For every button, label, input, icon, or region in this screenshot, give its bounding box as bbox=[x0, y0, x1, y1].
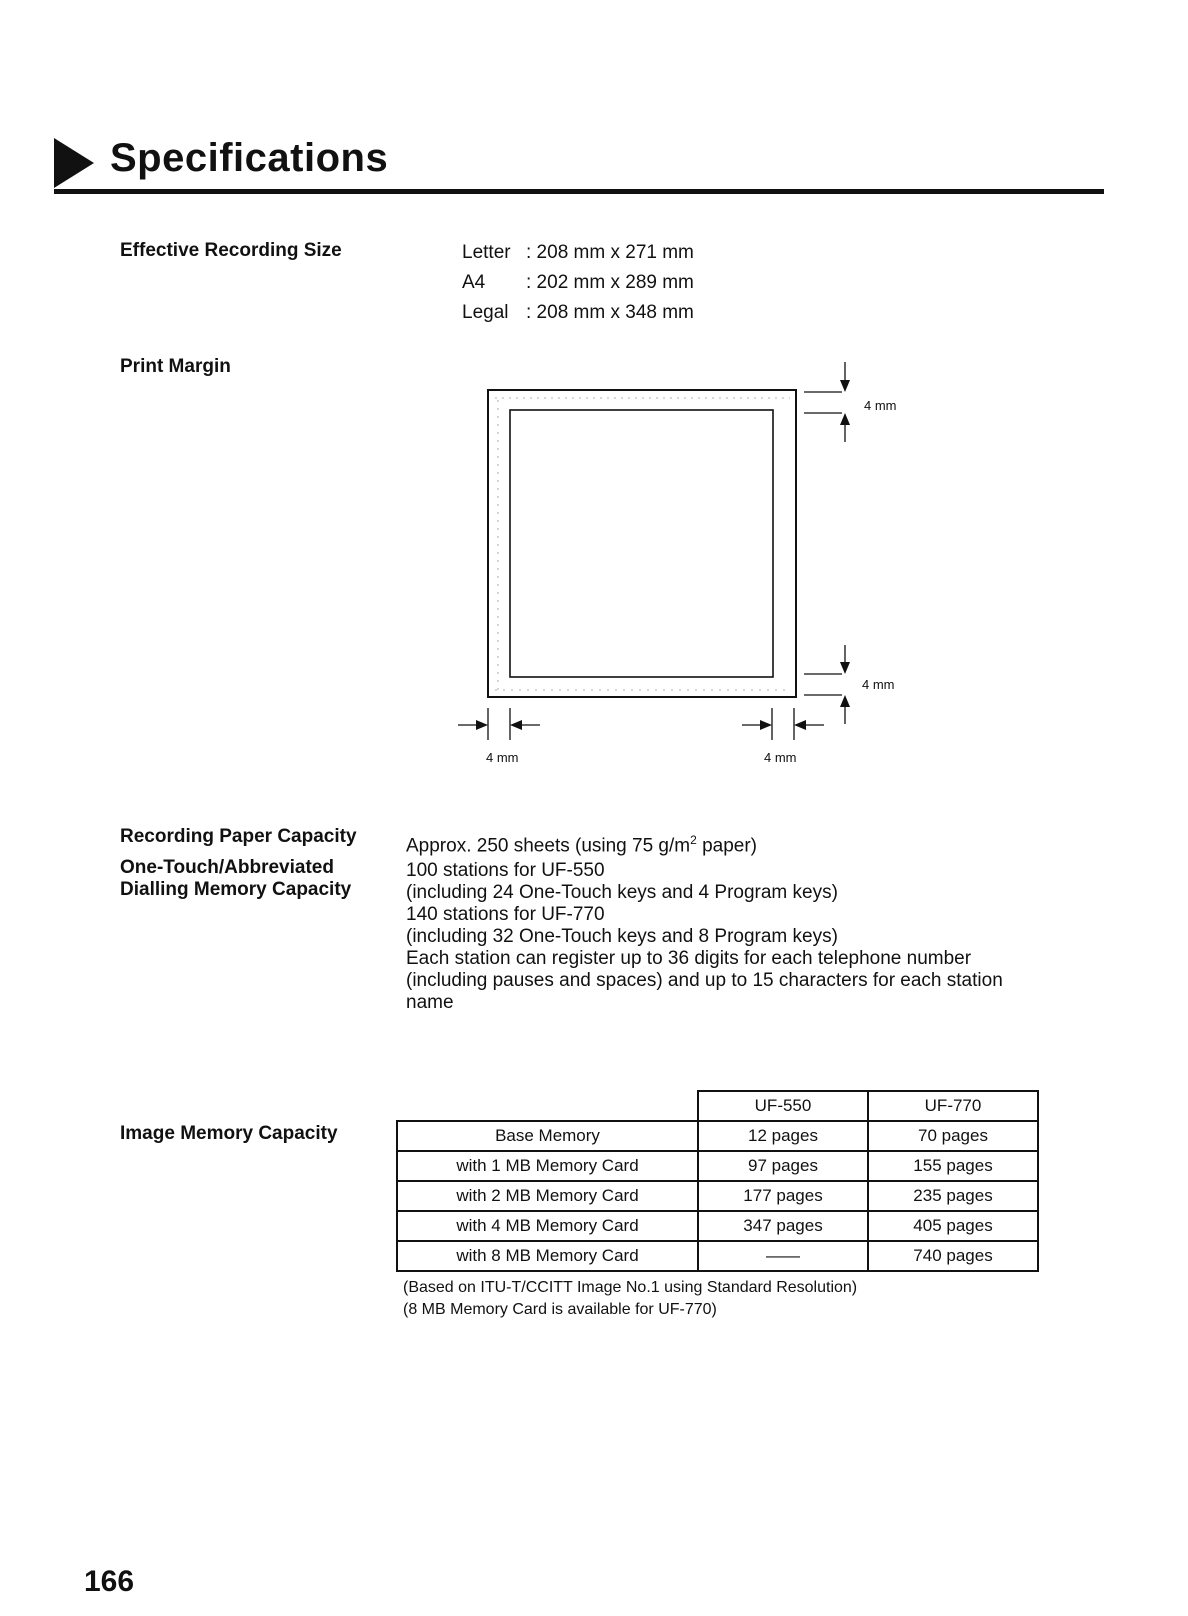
cell-uf550: 347 pages bbox=[698, 1211, 868, 1241]
image-memory-label: Image Memory Capacity bbox=[120, 1123, 338, 1144]
cell-uf550: 12 pages bbox=[698, 1121, 868, 1151]
cell-uf770: 405 pages bbox=[868, 1211, 1038, 1241]
size-name: Legal bbox=[462, 302, 509, 323]
table-row bbox=[397, 1121, 1038, 1151]
effective-recording-size-label: Effective Recording Size bbox=[120, 240, 342, 261]
printable-area bbox=[510, 410, 773, 677]
page-number: 166 bbox=[84, 1565, 135, 1598]
dialling-memory-label-line2: Dialling Memory Capacity bbox=[120, 879, 352, 900]
dialling-memory-line: (including 32 One-Touch keys and 8 Program keys) bbox=[406, 926, 838, 947]
footnote: (8 MB Memory Card is available for UF-770) bbox=[403, 1301, 717, 1318]
capacity-text: Approx. 250 sheets (using 75 g/m bbox=[406, 835, 691, 857]
column-header: UF-770 bbox=[868, 1091, 1038, 1121]
row-label: with 2 MB Memory Card bbox=[397, 1181, 698, 1211]
print-margin-label: Print Margin bbox=[120, 356, 231, 377]
recording-paper-capacity-label: Recording Paper Capacity bbox=[120, 826, 357, 847]
dialling-memory-line: (including pauses and spaces) and up to 15 characters for each station bbox=[406, 970, 1003, 991]
right-margin-indicator bbox=[742, 708, 824, 740]
size-value: : 208 mm x 271 mm bbox=[526, 242, 694, 263]
top-margin-indicator bbox=[804, 362, 850, 442]
bottom-margin-indicator bbox=[804, 645, 850, 724]
cell-uf770: 155 pages bbox=[868, 1151, 1038, 1181]
recording-paper-capacity-value bbox=[406, 829, 757, 857]
table-row bbox=[397, 1211, 1038, 1241]
size-value: : 208 mm x 348 mm bbox=[526, 302, 694, 323]
table-row bbox=[397, 1181, 1038, 1211]
dialling-memory-line: Each station can register up to 36 digits for each telephone number bbox=[406, 948, 972, 969]
bottom-margin-value: 4 mm bbox=[862, 677, 895, 692]
capacity-text-suffix: paper) bbox=[696, 835, 757, 857]
table-row bbox=[397, 1241, 1038, 1271]
top-margin-value: 4 mm bbox=[864, 398, 897, 413]
dialling-memory-label-line1: One-Touch/Abbreviated bbox=[120, 857, 334, 878]
column-header: UF-550 bbox=[698, 1091, 868, 1121]
size-name: Letter bbox=[462, 242, 511, 263]
cell-uf770: 740 pages bbox=[868, 1241, 1038, 1271]
size-name: A4 bbox=[462, 272, 486, 293]
right-margin-value: 4 mm bbox=[764, 750, 797, 765]
table-row bbox=[397, 1151, 1038, 1181]
dialling-memory-line: (including 24 One-Touch keys and 4 Program keys) bbox=[406, 882, 838, 903]
page-outline bbox=[488, 390, 796, 697]
left-margin-indicator bbox=[458, 708, 540, 740]
left-margin-value: 4 mm bbox=[486, 750, 519, 765]
dialling-memory-line: 100 stations for UF-550 bbox=[406, 860, 605, 881]
capacity-superscript: 2 bbox=[690, 833, 697, 847]
cell-uf770: 70 pages bbox=[868, 1121, 1038, 1151]
dialling-memory-line: name bbox=[406, 992, 454, 1013]
table-header-row bbox=[397, 1091, 1038, 1121]
page-title: Specifications bbox=[110, 136, 389, 180]
row-label: with 4 MB Memory Card bbox=[397, 1211, 698, 1241]
row-label: Base Memory bbox=[397, 1121, 698, 1151]
cell-uf550: 97 pages bbox=[698, 1151, 868, 1181]
row-label: with 8 MB Memory Card bbox=[397, 1241, 698, 1271]
image-memory-table bbox=[396, 1090, 1039, 1272]
cell-uf770: 235 pages bbox=[868, 1181, 1038, 1211]
size-value: : 202 mm x 289 mm bbox=[526, 272, 694, 293]
row-label: with 1 MB Memory Card bbox=[397, 1151, 698, 1181]
cell-uf550: 177 pages bbox=[698, 1181, 868, 1211]
dialling-memory-line: 140 stations for UF-770 bbox=[406, 904, 605, 925]
print-margin-diagram bbox=[0, 0, 1188, 800]
footnote: (Based on ITU-T/CCITT Image No.1 using Standard Resolution) bbox=[403, 1279, 858, 1296]
cell-uf550: —— bbox=[698, 1241, 868, 1271]
